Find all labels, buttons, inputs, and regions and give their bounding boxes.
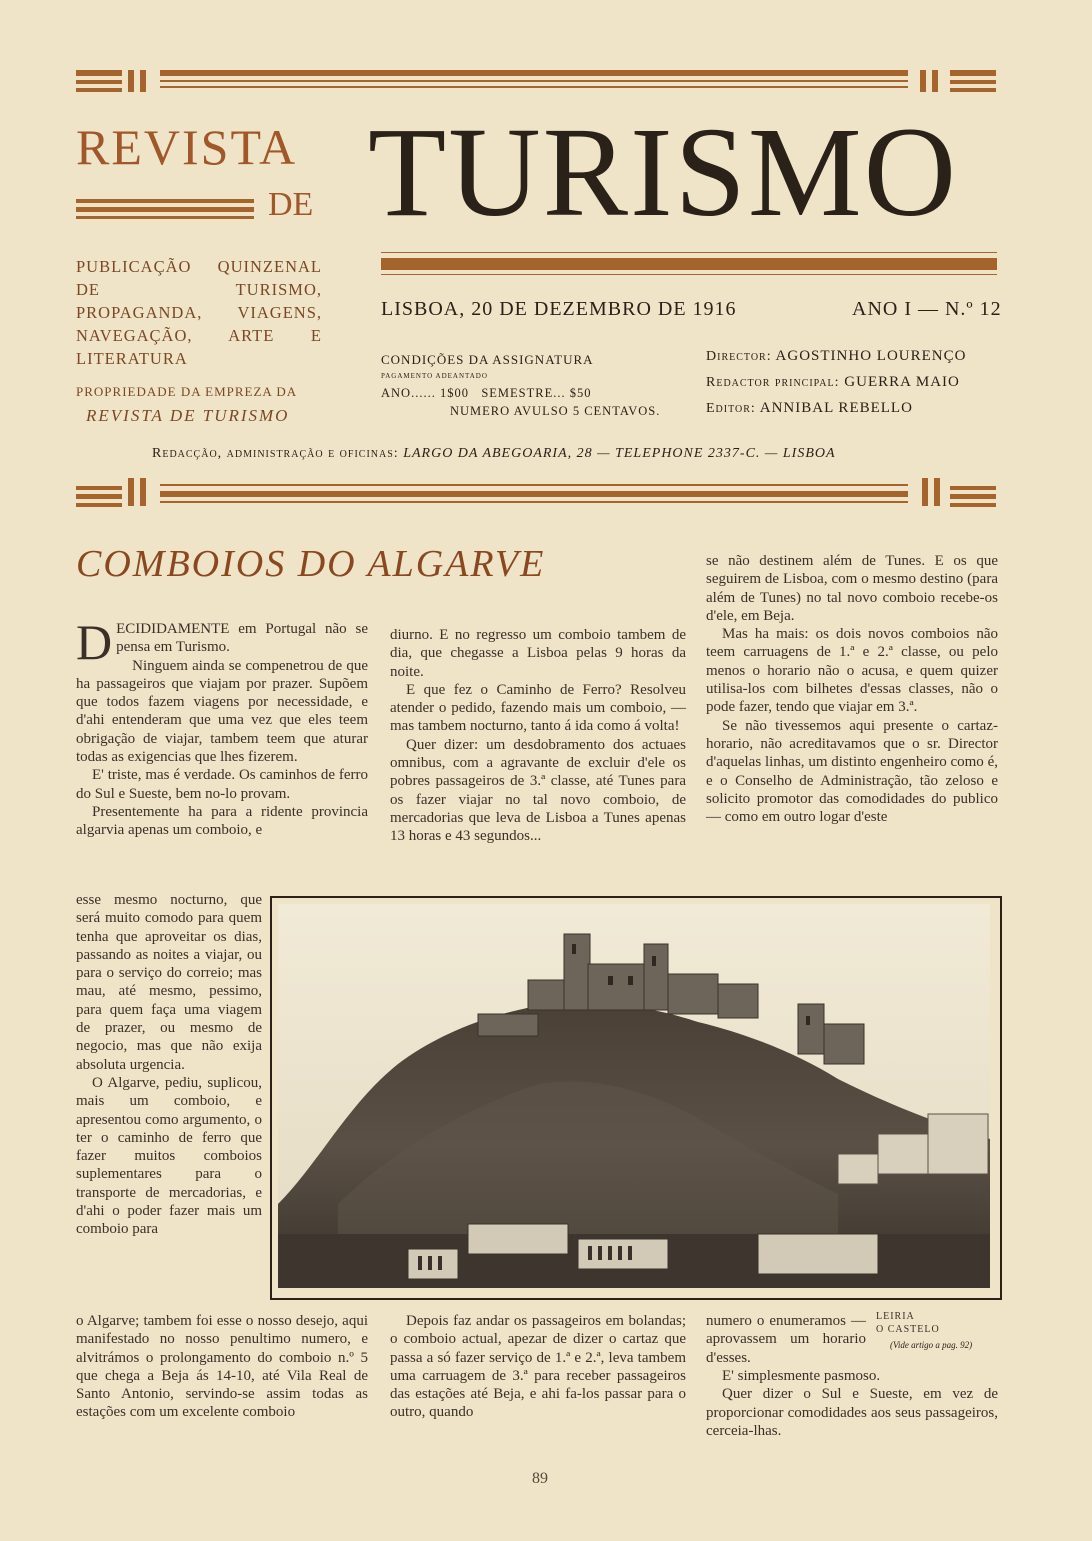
article-paragraph: Quer dizer o Sul e Sueste, em vez de proporcionar comodidades aos seus passageiros, cerceia-lhas. (706, 1386, 998, 1439)
article-paragraph: E' simplesmente pasmoso. (722, 1368, 881, 1384)
article-paragraph: Se não tivessemos aqui presente o cartaz-horario, não acreditavamos que o sr. Director d'aquelas linhas, um distinto engenheiro como é, e o Conselho de Administração, tão zeloso e solicito promotor das comodidades do publico — como em outro logar d'este (706, 717, 998, 826)
address-label: Redacção, administração e oficinas: (152, 446, 399, 461)
dateline: LISBOA, 20 DE DEZEMBRO DE 1916 (381, 298, 737, 320)
caption-subject: O CASTELO (876, 1324, 940, 1335)
staff-redactor (706, 374, 960, 391)
owner-name: REVISTA DE TURISMO (86, 406, 290, 425)
article-paragraph: o Algarve; tambem foi esse o nosso desejo, aqui manifestado no nosso penultimo numero, e alvitrámos o prolongamento do comboio n.º 5 que chega a Beja ás 14-10, até Vila Real de Santo Antonio, servindo-se assim todas as estações com um excelente comboio (76, 1313, 368, 1421)
article-column-1-top (76, 614, 368, 840)
article-paragraph: E' triste, mas é verdade. Os caminhos de ferro do Sul e Sueste, bem no-lo provam. (76, 767, 368, 802)
article-paragraph: O Algarve, pediu, suplicou, mais um comboio, e apresentou como argumento, o ter o caminho de ferro que fazer muitos comboios suplementares para o transporte de mercadorias, e d'ahi o poder fazer mais um comboio para (76, 1074, 262, 1238)
article-paragraph: Quer dizer: um desdobramento dos actuaes omnibus, com a agravante de excluir d'ele os pobres passageiros de 3.ª classe, até Tunes para os fazer viajar no tal novo comboio, de mercadorias que leva de Lisboa a Tunes apenas 13 horas e 43 segundos... (390, 736, 686, 845)
address-value: LARGO DA ABEGOARIA, 28 — TELEPHONE 2337-C. — LISBOA (403, 446, 836, 461)
staff-editor (706, 400, 913, 417)
article-column-2-top (390, 626, 686, 846)
article-column-3-top (706, 552, 998, 826)
castle-photograph (270, 896, 1002, 1300)
article-paragraph: diurno. E no regresso um comboio tambem de dia, que chegasse a Lisboa pelas 9 horas da noite. (390, 627, 686, 680)
subscription-single-issue: NUMERO AVULSO 5 CENTAVOS. (450, 404, 661, 418)
article-paragraph: se não destinem além de Tunes. E os que seguirem de Lisboa, com o mesmo destino (para além de Tunes) no tal novo comboio recebe-os d'ele, em Beja. (706, 553, 998, 624)
article-column-3-bottom-a (706, 1312, 866, 1367)
subscription-prices: ANO...... 1$00 SEMESTRE... $50 (381, 386, 592, 400)
article-paragraph: Presentemente ha para a ridente provincia algarvia apenas um comboio, e (76, 803, 368, 839)
article-paragraph: Mas ha mais: os dois novos comboios não teem carruagens de 1.ª e 2.ª classe, ou pelo menos o horario não o acusa, e quem quizer utilisa-los com bilhetes d'essas classes, não o pode fazer, tendo que viajar em 3.ª. (706, 626, 998, 716)
article-paragraph: Ninguem ainda se compenetrou de que ha passageiros que viajam por prazer. Supõem que todos fazem viagens por necessidade, e d'ahi entenderam que uma vez que eles teem obrigação de viajar, tambem teem que aturar todas as exigencias que lhes fizerem. (76, 657, 368, 766)
staff-name: AGOSTINHO LOURENÇO (775, 348, 967, 364)
article-paragraph: esse mesmo nocturno, que será muito comodo para quem tenha que aproveitar os dias, passando as noites a viajar, ou para o serviço do correio; mas mau, até mesmo, pessimo, para quem faça uma viagem de prazer, ou mesmo de negocio, mas que não exija absoluta urgencia. (76, 892, 262, 1073)
castle-illustration (278, 904, 990, 1288)
dropcap: D (76, 614, 113, 670)
publication-description: PUBLICAÇÃO QUINZENAL DE TURISMO, PROPAGANDA, VIAGENS, NAVEGAÇÃO, ARTE E LITERATURA (76, 257, 322, 368)
masthead-revista: REVISTA (76, 119, 298, 175)
caption-reference: (Vide artigo a pag. 92) (890, 1340, 973, 1350)
article-paragraph: E que fez o Caminho de Ferro? Resolveu atender o pedido, fazendo mais um comboio, — mas tambem nocturno, tanto á ida como á volta! (390, 681, 686, 735)
staff-role: Editor: (706, 401, 756, 416)
owner-label: PROPRIEDADE DA EMPREZA DA (76, 384, 298, 399)
article-column-2-bottom (390, 1312, 686, 1422)
page-number: 89 (532, 1470, 548, 1487)
photo-caption (876, 1310, 940, 1336)
article-paragraph: Depois faz andar os passageiros em bolandas; o comboio actual, apezar de dizer o cartaz que passa a só fazer serviço de 1.ª e 2.ª, leva tambem uma carruagem de 3.ª para receber passageiros das estações até Beja, e ahi fa-los passar para o outro, quando (390, 1313, 686, 1421)
subscription-subtitle: PAGAMENTO ADEANTADO (381, 372, 488, 380)
staff-director (706, 348, 966, 365)
article-column-3-bottom-b (706, 1367, 998, 1440)
address-line (152, 446, 836, 462)
article-column-1-narrow (76, 891, 262, 1239)
staff-name: GUERRA MAIO (844, 374, 960, 390)
subscription-title: CONDIÇÕES DA ASSIGNATURA (381, 352, 594, 367)
staff-name: ANNIBAL REBELLO (759, 400, 913, 416)
article-headline: COMBOIOS DO ALGARVE (76, 543, 546, 585)
caption-place: LEIRIA (876, 1311, 915, 1322)
staff-role: Redactor principal: (706, 375, 840, 390)
masthead-de: DE (268, 186, 314, 223)
staff-role: Director: (706, 349, 772, 364)
masthead-turismo: TURISMO (368, 101, 959, 243)
issue-number: ANO I — N.º 12 (852, 298, 1002, 320)
article-paragraph: DECIDIDAMENTE em Portugal não se pensa em Turismo. (76, 614, 368, 670)
article-paragraph: numero o enumeramos — aprovassem um horario d'esses. (706, 1313, 866, 1366)
article-column-1-bottom (76, 1312, 368, 1422)
